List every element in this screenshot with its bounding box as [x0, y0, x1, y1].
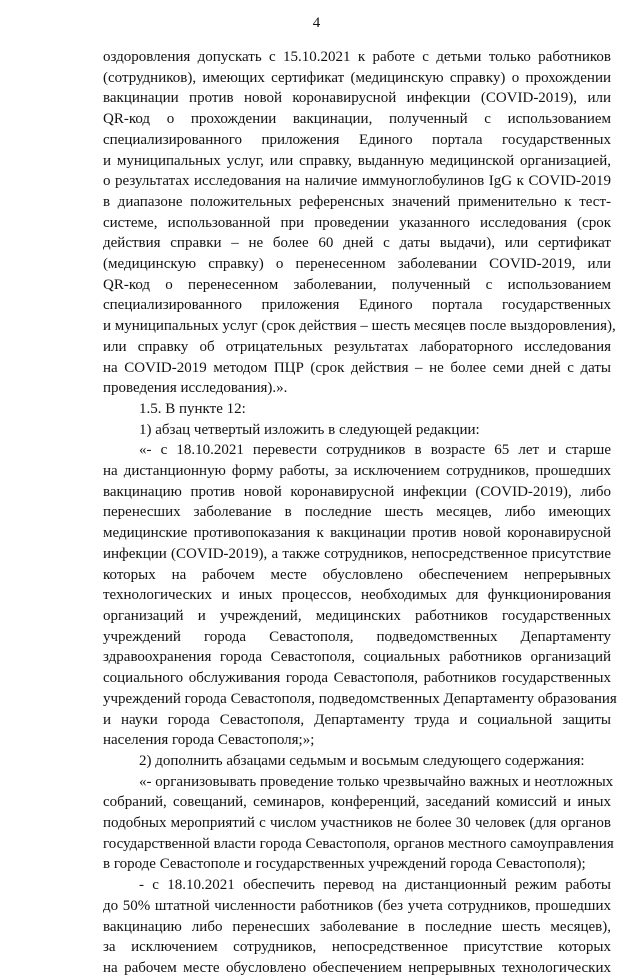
- text-line: «- с 18.10.2021 перевести сотрудников в возрасте 65 лет и старше: [139, 442, 611, 459]
- text-line: организаций и учреждений, медицинских работников государственных: [103, 607, 611, 624]
- text-line: учреждений города Севастополя, подведомственных Департаменту: [103, 628, 611, 645]
- text-line: инфекции (COVID-2019), а также сотрудников, непосредственное присутствие: [103, 545, 611, 562]
- text-line: на COVID-2019 методом ПЦР (срок действия – не более семи дней с даты: [103, 359, 611, 376]
- text-line: населения города Севастополя;»;: [103, 732, 315, 749]
- text-line: (сотрудников), имеющих сертификат (медицинскую справку) о прохождении: [103, 69, 611, 86]
- text-line: о результатах исследования на наличие иммуноглобулинов IgG к COVID-2019: [103, 173, 611, 190]
- text-line: собраний, совещаний, семинаров, конференций, заседаний комиссий и иных: [103, 794, 611, 811]
- text-line: специализированного приложения Единого портала государственных: [103, 131, 611, 148]
- text-line: на рабочем месте обусловлено обеспечением непрерывных технологических: [103, 959, 611, 976]
- text-line: перенесших заболевание в последние шесть месяцев, либо имеющих: [103, 504, 611, 521]
- document-body: [103, 47, 617, 979]
- text-line: или справку об отрицательных результатах лабораторного исследования: [103, 338, 611, 355]
- text-line: в диапазоне положительных референсных значений применительно к тест-: [103, 193, 611, 210]
- text-line: «- организовывать проведение только чрезвычайно важных и неотложных: [139, 773, 614, 790]
- text-line: 1.5. В пункте 12:: [139, 400, 246, 417]
- text-line: и муниципальных услуг, или справку, выданную медицинской организацией,: [103, 152, 611, 169]
- text-line: системе, использованной при проведении указанного исследования (срок: [103, 214, 611, 231]
- text-line: оздоровления допускать с 15.10.2021 к работе с детьми только работников: [103, 49, 611, 65]
- text-line: - с 18.10.2021 обеспечить перевод на дистанционный режим работы: [139, 877, 611, 894]
- text-line: специализированного приложения Единого портала государственных: [103, 297, 611, 314]
- text-line: вакцинацию против новой коронавирусной инфекции (COVID-2019), либо: [103, 483, 611, 500]
- text-line: технологических и иных процессов, необходимых для функционирования: [103, 587, 611, 604]
- page-number: 4: [312, 15, 321, 31]
- text-line: 1) абзац четвертый изложить в следующей редакции:: [139, 421, 480, 438]
- text-line: медицинские противопоказания к вакцинации против новой коронавирусной: [103, 525, 611, 542]
- text-line: QR-код о прохождении вакцинации, полученный с использованием: [103, 111, 611, 128]
- text-line: учреждений города Севастополя, подведомственных Департаменту образования: [103, 690, 617, 707]
- text-line: подобных мероприятий с числом участников не более 30 человек (для органов: [103, 815, 611, 832]
- text-line: до 50% штатной численности работников (без учета сотрудников, прошедших: [103, 897, 611, 914]
- text-line: вакцинации против новой коронавирусной инфекции (COVID-2019), или: [103, 90, 611, 107]
- text-line: проведения исследования).».: [103, 380, 288, 397]
- text-line: вакцинацию либо перенесших заболевание в последние шесть месяцев),: [103, 918, 611, 935]
- text-line: государственной власти города Севастополя, органов местного самоуправления: [103, 835, 614, 852]
- text-line: социального обслуживания города Севастополя, работников государственных: [103, 670, 611, 687]
- text-line: QR-код о перенесенном заболевании, полученный с использованием: [103, 276, 611, 293]
- text-line: и муниципальных услуг (срок действия – шесть месяцев после выздоровления),: [103, 318, 616, 335]
- text-line: 2) дополнить абзацами седьмым и восьмым следующего содержания:: [139, 752, 585, 769]
- text-line: на дистанционную форму работы, за исключением сотрудников, прошедших: [103, 463, 611, 480]
- text-line: здравоохранения города Севастополя, социальных работников организаций: [103, 649, 611, 666]
- text-line: и науки города Севастополя, Департаменту труда и социальной защиты: [103, 711, 611, 728]
- text-line: за исключением сотрудников, непосредственное присутствие которых: [103, 939, 611, 956]
- text-line: которых на рабочем месте обусловлено обеспечением непрерывных: [103, 566, 611, 583]
- text-line: (медицинскую справку) о перенесенном заболевании COVID-2019, или: [103, 256, 611, 273]
- text-line: действия справки – не более 60 дней с даты выдачи), или сертификат: [103, 235, 611, 252]
- text-line: в городе Севастополе и государственных учреждений города Севастополя);: [103, 856, 586, 873]
